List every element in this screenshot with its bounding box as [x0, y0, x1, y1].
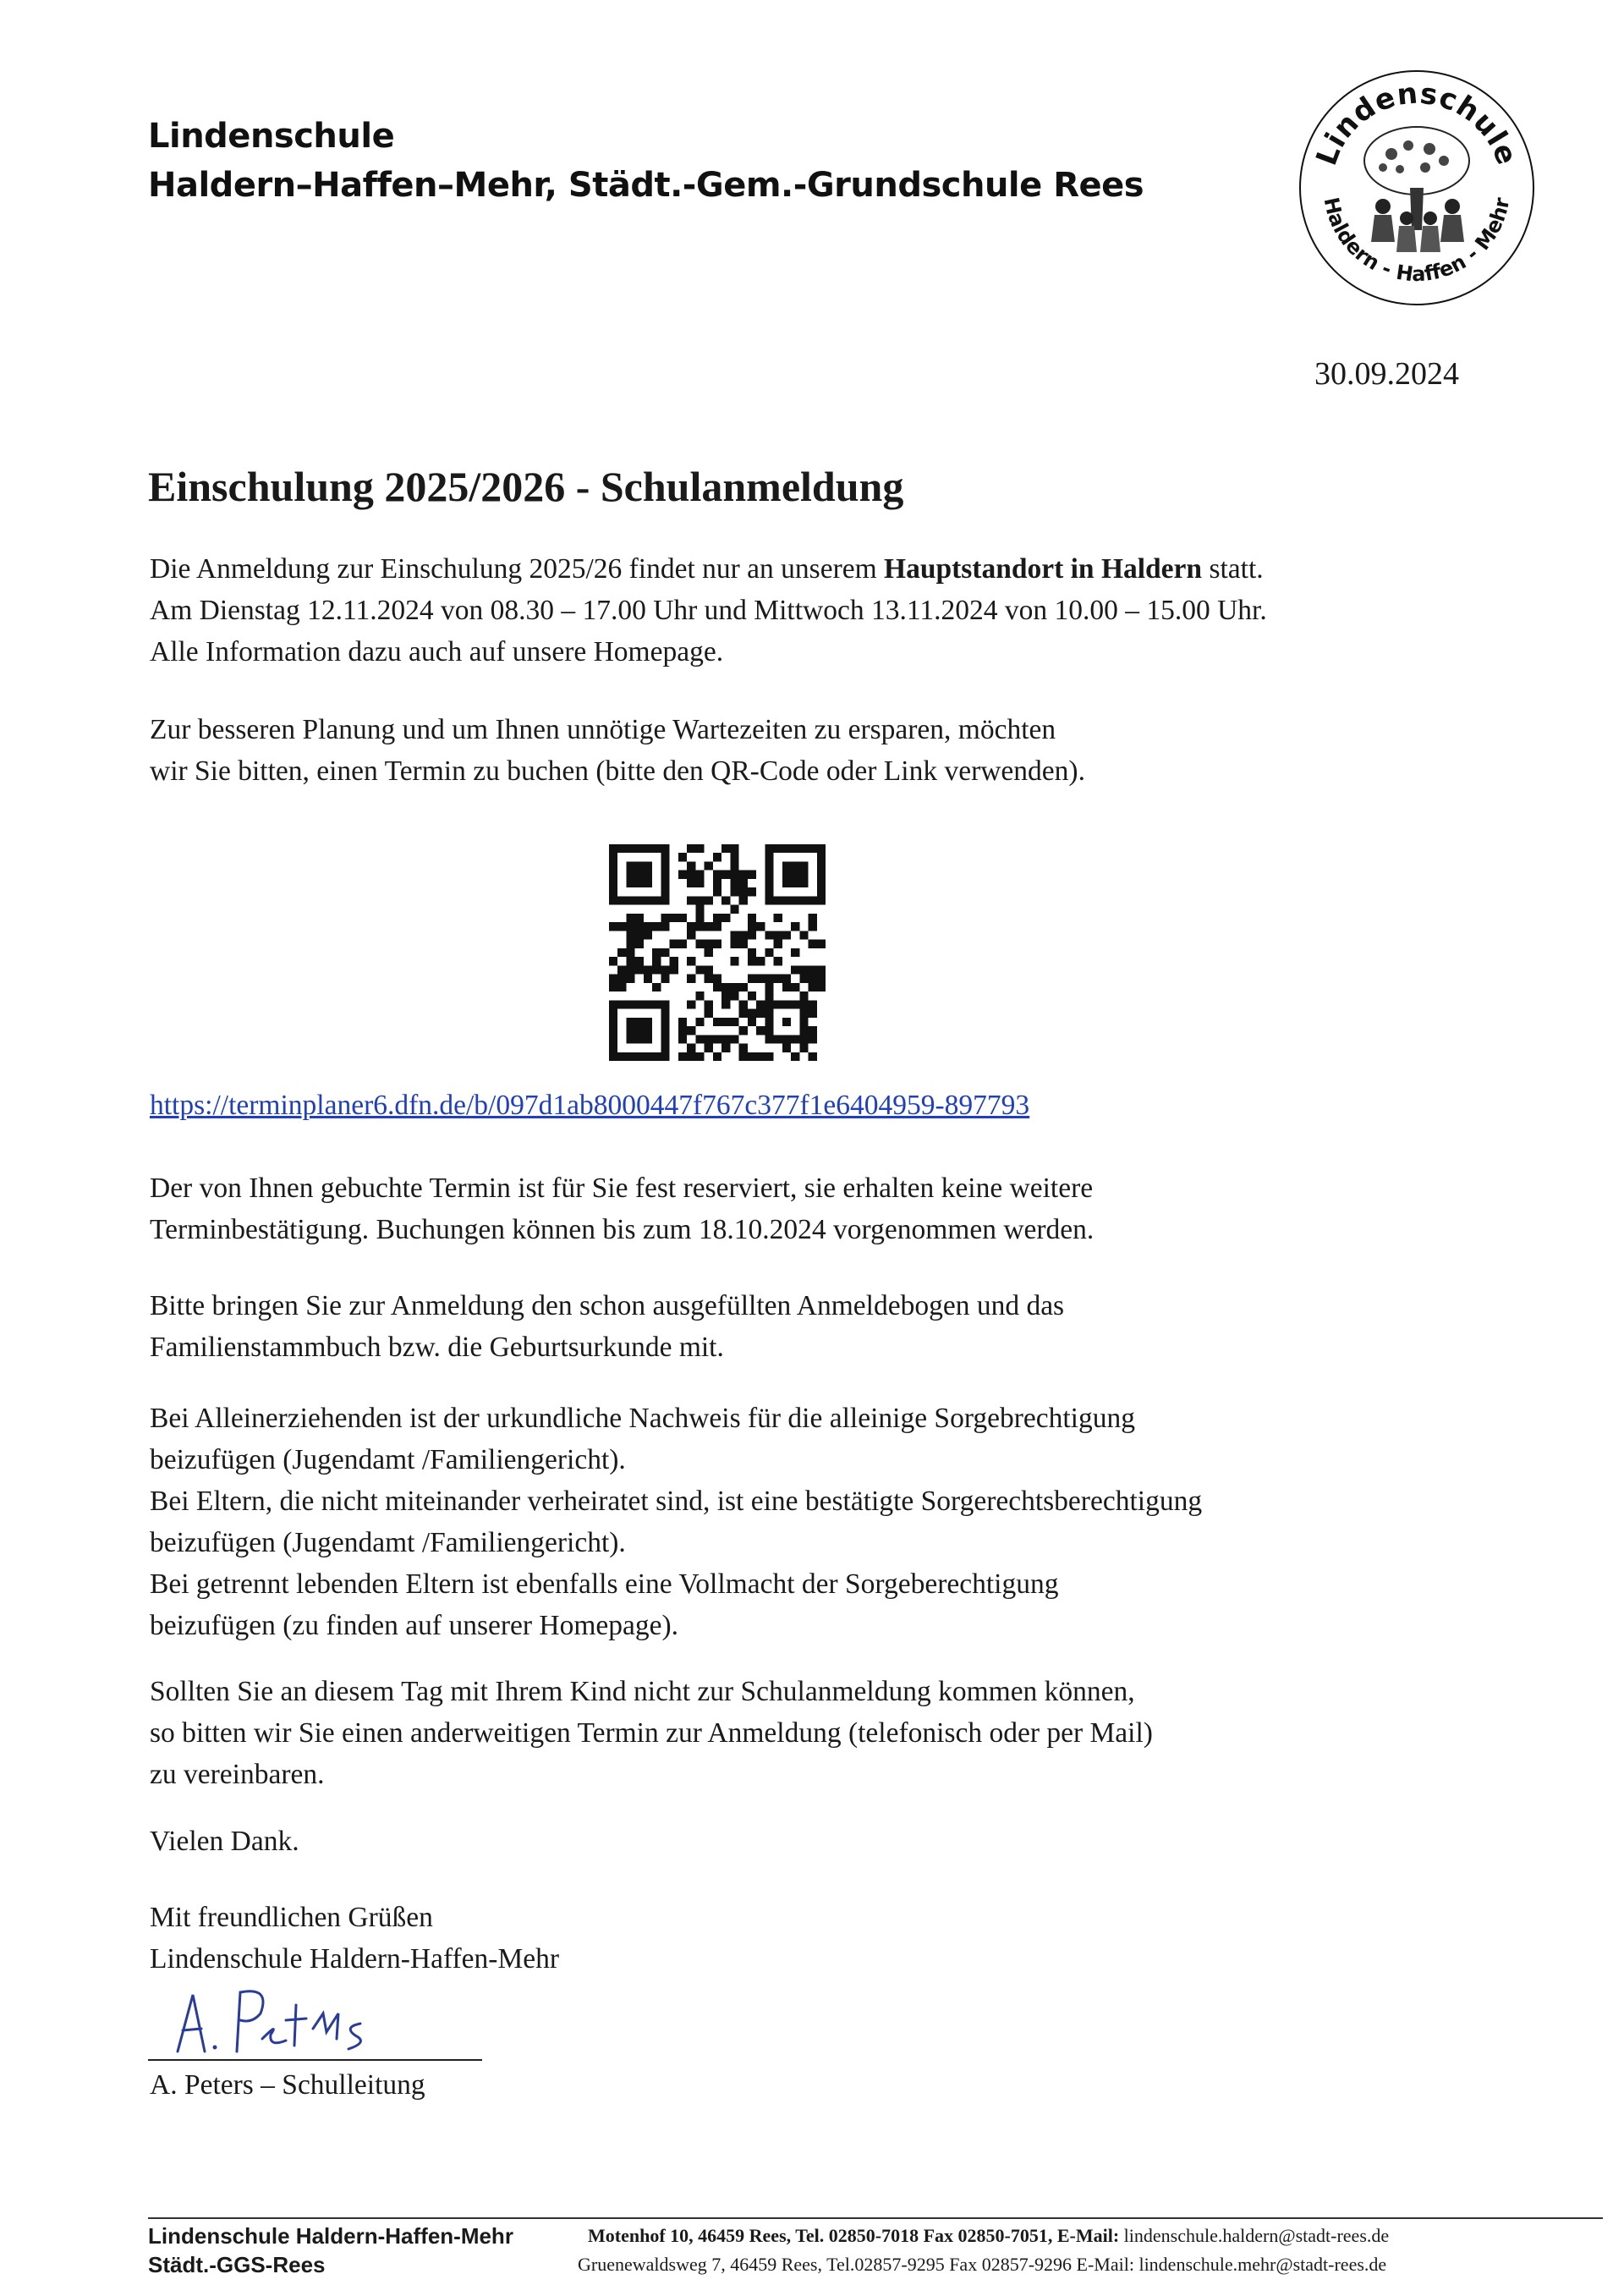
school-logo [1298, 61, 1535, 315]
confirmation-line: Der von Ihnen gebuchte Termin ist für Sie fest reserviert, sie erhalten keine weitere [150, 1173, 1094, 1204]
booking-paragraph [150, 709, 1085, 792]
intro-homepage: Alle Information dazu auch auf unsere Homepage. [150, 636, 724, 667]
confirmation-paragraph [150, 1167, 1094, 1250]
footer-contact-mehr [578, 2254, 1386, 2276]
custody-line: beizufügen (zu finden auf unserer Homepage). [150, 1610, 679, 1641]
alternative-line: zu vereinbaren. [150, 1759, 325, 1790]
footer-divider [148, 2217, 1603, 2219]
qr-code[interactable] [609, 844, 826, 1061]
intro-text-end: statt. [1202, 553, 1264, 585]
alternative-line: so bitten wir Sie einen anderweitigen Termin zur Anmeldung (telefonisch oder per Mail) [150, 1717, 1153, 1749]
alternative-line: Sollten Sie an diesem Tag mit Ihrem Kind nicht zur Schulanmeldung kommen können, [150, 1676, 1135, 1707]
booking-link[interactable]: https://terminplaner6.dfn.de/b/097d1ab8000447f767c377f1e6404959-897793 [150, 1090, 1030, 1121]
intro-text: Die Anmeldung zur Einschulung 2025/26 findet nur an unserem [150, 553, 885, 585]
intro-dates: Am Dienstag 12.11.2024 von 08.30 – 17.00 Uhr und Mittwoch 13.11.2024 von 10.00 – 15.00 Uhr. [150, 595, 1267, 626]
footer-address-mehr: Gruenewaldsweg 7, 46459 Rees, Tel.02857-9295 Fax 02857-9296 E-Mail: [578, 2254, 1139, 2275]
custody-line: Bei getrennt lebenden Eltern ist ebenfalls eine Vollmacht der Sorgeberechtigung [150, 1568, 1059, 1600]
intro-location: Hauptstandort in Haldern [884, 553, 1203, 585]
documents-paragraph [150, 1285, 1064, 1368]
letter-date: 30.09.2024 [1314, 356, 1459, 392]
thanks: Vielen Dank. [150, 1826, 299, 1857]
documents-line: Bitte bringen Sie zur Anmeldung den schon ausgefüllten Anmeldebogen und das [150, 1290, 1065, 1321]
closing-line: Mit freundlichen Grüßen [150, 1902, 433, 1933]
school-subtitle: Haldern–Haffen–Mehr, Städt.-Gem.-Grundschule Rees [148, 166, 1144, 205]
booking-line: Zur besseren Planung und um Ihnen unnötige Wartezeiten zu ersparen, möchten [150, 714, 1056, 745]
footer-email-mehr[interactable]: lindenschule.mehr@stadt-rees.de [1138, 2254, 1387, 2275]
handwritten-signature [152, 1980, 491, 2057]
closing [150, 1897, 559, 1980]
svg-text:Lindenschule [1309, 76, 1523, 169]
custody-line: Bei Eltern, die nicht miteinander verheiratet sind, ist eine bestätigte Sorgerechtsberechtigung [150, 1486, 1203, 1517]
confirmation-line: Terminbestätigung. Buchungen können bis zum 18.10.2024 vorgenommen werden. [150, 1214, 1095, 1245]
intro-paragraph [150, 548, 1267, 673]
signature-name: A. Peters – Schulleitung [150, 2069, 425, 2101]
custody-line: Bei Alleinerziehenden ist der urkundliche Nachweis für die alleinige Sorgebrechtigung [150, 1403, 1135, 1434]
documents-line: Familienstammbuch bzw. die Geburtsurkunde mit. [150, 1332, 724, 1363]
booking-line: wir Sie bitten, einen Termin zu buchen (bitte den QR-Code oder Link verwenden). [150, 755, 1085, 787]
page-title: Einschulung 2025/2026 - Schulanmeldung [148, 463, 904, 510]
custody-line: beizufügen (Jugendamt /Familiengericht). [150, 1444, 626, 1475]
logo-text-bottom: Haldern - Haffen - Mehr [1319, 195, 1515, 287]
footer-school-short: Städt.-GGS-Rees [148, 2252, 326, 2277]
footer-contact-haldern [588, 2225, 1389, 2247]
custody-line: beizufügen (Jugendamt /Familiengericht). [150, 1527, 626, 1558]
alternative-paragraph [150, 1671, 1153, 1795]
school-name: Lindenschule [148, 117, 395, 156]
footer-email-haldern[interactable]: lindenschule.haldern@stadt-rees.de [1123, 2225, 1390, 2246]
footer-address-haldern: Motenhof 10, 46459 Rees, Tel. 02850-7018 Fax 02850-7051, E-Mail: [588, 2225, 1124, 2246]
signature-line [148, 2059, 482, 2061]
footer-school-name: Lindenschule Haldern-Haffen-Mehr [148, 2223, 513, 2249]
logo-text-top: Lindenschule [1309, 76, 1524, 170]
custody-paragraph [150, 1398, 1202, 1646]
tree-icon [1364, 127, 1469, 230]
closing-line: Lindenschule Haldern-Haffen-Mehr [150, 1943, 559, 1975]
